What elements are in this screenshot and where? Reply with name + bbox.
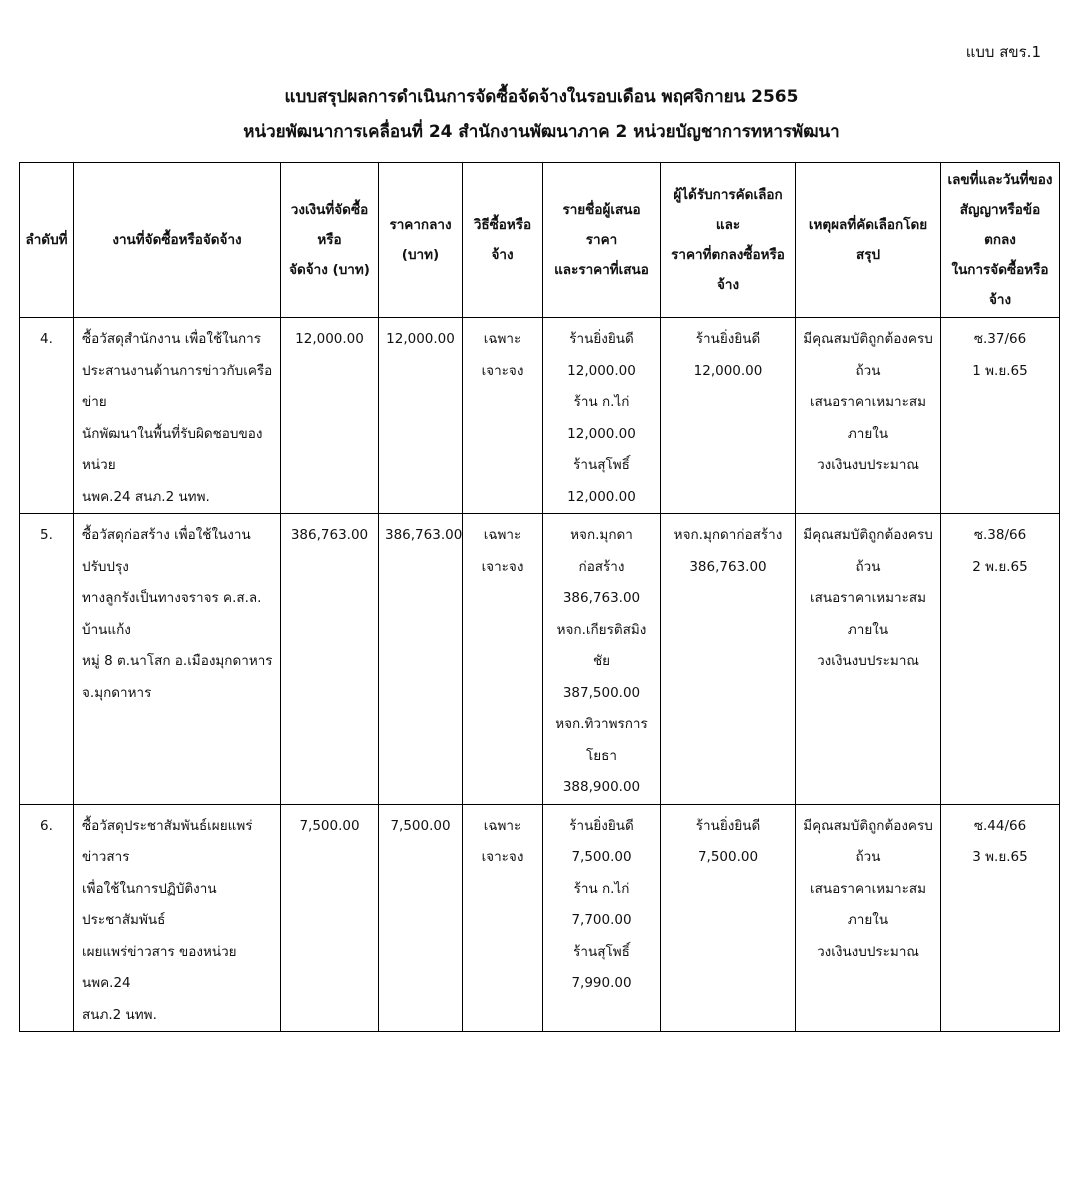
header-item: งานที่จัดซื้อหรือจัดจ้าง (74, 163, 281, 318)
row-selected: หจก.มุกดาก่อสร้าง 386,763.00 (661, 514, 796, 805)
row-budget: 7,500.00 (281, 804, 379, 1032)
row-contract: ซ.38/66 2 พ.ย.65 (941, 514, 1060, 805)
row-selected: ร้านยิ่งยินดี 7,500.00 (661, 804, 796, 1032)
row-item: ซื้อวัสดุประชาสัมพันธ์เผยแพร่ข่าวสาร เพื่อใช้ในการปฏิบัติงานประชาสัมพันธ์ เผยแพร่ข่าวสาร ของหน่วย นพค.24 สนภ.2 นทพ. (74, 804, 281, 1032)
row-median-price: 12,000.00 (379, 318, 463, 514)
row-contract: ซ.44/66 3 พ.ย.65 (941, 804, 1060, 1032)
row-item: ซื้อวัสดุก่อสร้าง เพื่อใช้ในงานปรับปรุง ทางลูกรังเป็นทางจราจร ค.ส.ล. บ้านแก้ง หมู่ 8 ต.นาโสก อ.เมืองมุกดาหาร จ.มุกดาหาร (74, 514, 281, 805)
row-median-price: 7,500.00 (379, 804, 463, 1032)
document-subtitle: หน่วยพัฒนาการเคลื่อนที่ 24 สำนักงานพัฒนาภาค 2 หน่วยบัญชาการทหารพัฒนา (243, 122, 840, 142)
row-method: เฉพาะเจาะจง (463, 804, 543, 1032)
row-budget: 12,000.00 (281, 318, 379, 514)
row-no: 5. (20, 514, 74, 805)
row-bidders: หจก.มุกดาก่อสร้าง 386,763.00 หจก.เกียรติสมิงชัย 387,500.00 หจก.ทิวาพรการโยธา 388,900.00 (543, 514, 661, 805)
row-reason: มีคุณสมบัติถูกต้องครบถ้วน เสนอราคาเหมาะสมภายใน วงเงินงบประมาณ (796, 514, 941, 805)
table-row (20, 514, 1060, 805)
row-reason: มีคุณสมบัติถูกต้องครบถ้วน เสนอราคาเหมาะสมภายใน วงเงินงบประมาณ (796, 804, 941, 1032)
row-median-price: 386,763.00 (379, 514, 463, 805)
form-code: แบบ สขร.1 (965, 43, 1041, 61)
table-row (20, 804, 1060, 1032)
row-budget: 386,763.00 (281, 514, 379, 805)
row-item: ซื้อวัสดุสำนักงาน เพื่อใช้ในการ ประสานงานด้านการข่าวกับเครือข่าย นักพัฒนาในพื้นที่รับผิดชอบของหน่วย นพค.24 สนภ.2 นทพ. (74, 318, 281, 514)
row-method: เฉพาะเจาะจง (463, 514, 543, 805)
table-row (20, 318, 1060, 514)
procurement-summary-table (19, 162, 1060, 1032)
row-contract: ซ.37/66 1 พ.ย.65 (941, 318, 1060, 514)
row-reason: มีคุณสมบัติถูกต้องครบถ้วน เสนอราคาเหมาะสมภายใน วงเงินงบประมาณ (796, 318, 941, 514)
table-header-row (20, 163, 1060, 318)
header-method: วิธีซื้อหรือจ้าง (463, 163, 543, 318)
header-median-price: ราคากลาง (บาท) (379, 163, 463, 318)
header-budget: วงเงินที่จัดซื้อหรือ จัดจ้าง (บาท) (281, 163, 379, 318)
row-selected: ร้านยิ่งยินดี 12,000.00 (661, 318, 796, 514)
header-selected: ผู้ได้รับการคัดเลือกและ ราคาที่ตกลงซื้อหรือจ้าง (661, 163, 796, 318)
row-method: เฉพาะเจาะจง (463, 318, 543, 514)
row-bidders: ร้านยิ่งยินดี 12,000.00 ร้าน ก.ไก่ 12,000.00 ร้านสุโพธิ์ 12,000.00 (543, 318, 661, 514)
header-contract: เลขที่และวันที่ของ สัญญาหรือข้อตกลง ในการจัดซื้อหรือจ้าง (941, 163, 1060, 318)
row-no: 4. (20, 318, 74, 514)
header-no: ลำดับที่ (20, 163, 74, 318)
row-no: 6. (20, 804, 74, 1032)
header-reason: เหตุผลที่คัดเลือกโดยสรุป (796, 163, 941, 318)
header-bidders: รายชื่อผู้เสนอราคา และราคาที่เสนอ (543, 163, 661, 318)
document-title: แบบสรุปผลการดำเนินการจัดซื้อจัดจ้างในรอบเดือน พฤศจิกายน 2565 (284, 87, 799, 107)
row-bidders: ร้านยิ่งยินดี 7,500.00 ร้าน ก.ไก่ 7,700.00 ร้านสุโพธิ์ 7,990.00 (543, 804, 661, 1032)
